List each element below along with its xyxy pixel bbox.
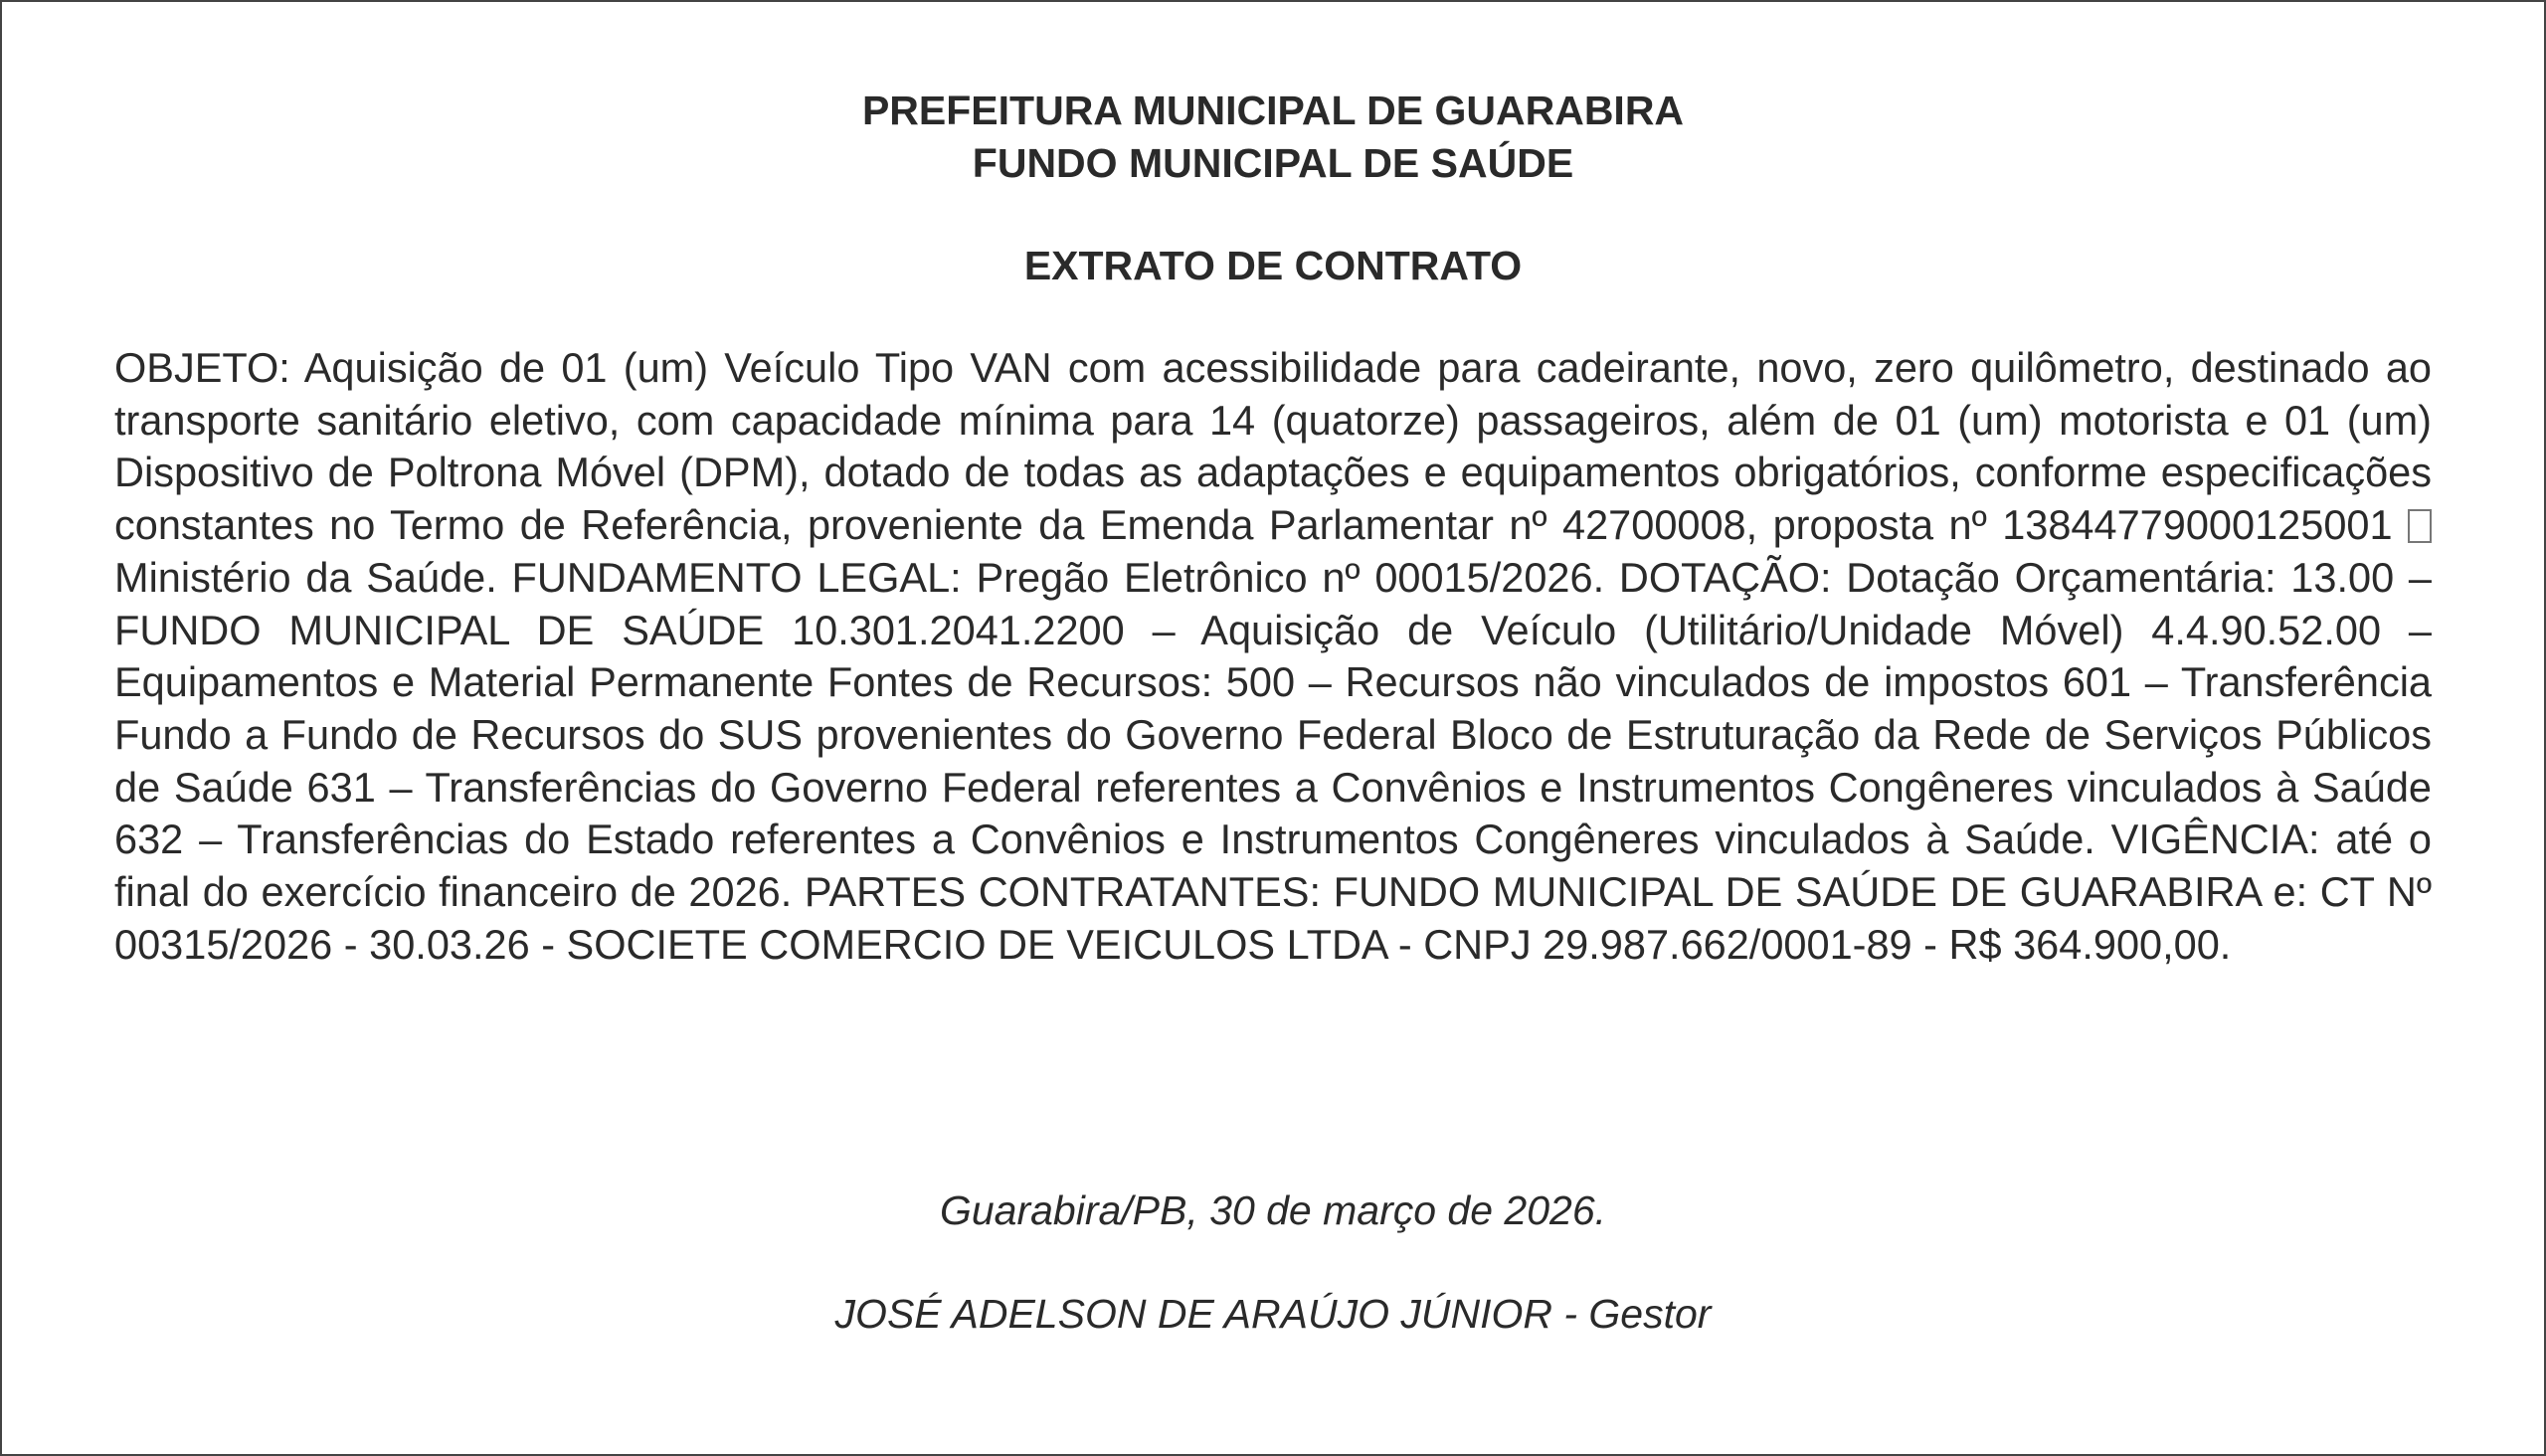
signatory: JOSÉ ADELSON DE ARAÚJO JÚNIOR - Gestor xyxy=(834,1291,1712,1337)
header-fund: FUNDO MUNICIPAL DE SAÚDE xyxy=(972,140,1574,186)
document-title: EXTRATO DE CONTRATO xyxy=(1023,243,1523,288)
place-date: Guarabira/PB, 30 de março de 2026. xyxy=(939,1187,1607,1233)
missing-glyph-icon xyxy=(2408,509,2432,543)
contract-body xyxy=(114,342,2432,971)
contract-body-part1: OBJETO: Aquisição de 01 (um) Veículo Tipo VAN com acessibilidade para cadeirante, novo, zero quilômetro, destinado ao transporte sanitário eletivo, com capacidade mínima para 14 (quatorze) passageiros, além de 01 (um) motorista e 01 (um) Dispositivo de Poltrona Móvel (DPM), dotado de todas as adaptações e equipamentos obrigatórios, conforme especificações constantes no Termo de Referência, proveniente da Emenda Parlamentar nº 42700008, proposta nº 13844779000125001 xyxy=(114,344,2432,549)
contract-body-part2: Ministério da Saúde. FUNDAMENTO LEGAL: Pregão Eletrônico nº 00015/2026. DOTAÇÃO: Dotação Orçamentária: 13.00 – FUNDO MUNICIPAL DE SAÚDE 10.301.2041.2200 – Aquisição de Veículo (Utilitário/Unidade Móvel) 4.4.90.52.00 – Equipamentos e Material Permanente Fontes de Recursos: 500 – Recursos não vinculados de impostos 601 – Transferência Fundo a Fundo de Recursos do SUS provenientes do Governo Federal Bloco de Estruturação da Rede de Serviços Públicos de Saúde 631 – Transferências do Governo Federal referentes a Convênios e Instrumentos Congêneres vinculados à Saúde 632 – Transferências do Estado referentes a Convênios e Instrumentos Congêneres vinculados à Saúde. VIGÊNCIA: até o final do exercício financeiro de 2026. PARTES CONTRATANTES: FUNDO MUNICIPAL DE SAÚDE DE GUARABIRA e: CT Nº 00315/2026 - 30.03.26 - SOCIETE COMERCIO DE VEICULOS LTDA - CNPJ 29.987.662/0001-89 - R$ 364.900,00. xyxy=(114,553,2432,968)
header-municipality: PREFEITURA MUNICIPAL DE GUARABIRA xyxy=(861,88,1685,133)
